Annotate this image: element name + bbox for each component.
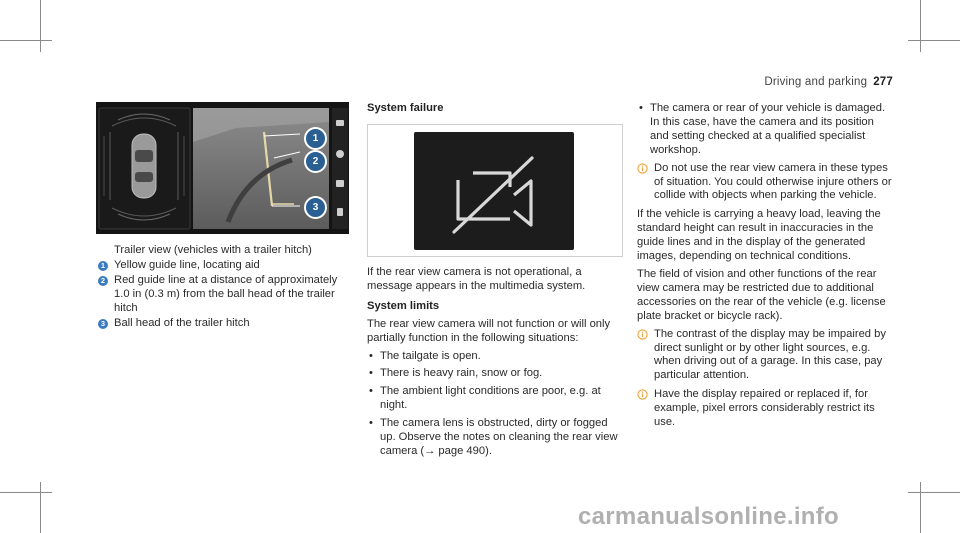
crop-mark	[40, 0, 41, 52]
list-item: • The camera or rear of your vehicle is damaged. In this case, have the camera and its position and setting checked at a qualified specialist workshop.	[639, 102, 886, 156]
legend-item-3	[98, 317, 354, 331]
note-2-text: The contrast of the display may be impaired by direct sunlight or by other light sources, e.g. when driving out of a garage. In this case, pay particular attention.	[654, 327, 886, 382]
crop-mark	[0, 492, 52, 493]
running-header	[764, 76, 893, 88]
camera-failure-image	[368, 125, 622, 256]
watermark: carmanualsonline.info	[578, 503, 840, 530]
crop-mark	[908, 40, 960, 41]
list-item: • The camera lens is obstructed, dirty or fogged up. Observe the notes on cleaning the rear view camera (→ page 490).	[369, 417, 618, 457]
crop-mark	[0, 40, 52, 41]
legend-item-2	[98, 274, 354, 316]
legend-text-2: Red guide line at a distance of approximately 1.0 in (0.3 m) from the ball head of the trailer hitch	[114, 273, 338, 314]
list-item-text: The ambient light conditions are poor, e.g. at night.	[380, 385, 601, 412]
number-badge-3: 3	[98, 319, 108, 329]
callout-2: 2	[304, 150, 327, 173]
camera-failure-figure	[367, 124, 623, 257]
page-number: 277	[873, 76, 893, 88]
crop-mark	[908, 492, 960, 493]
damage-list	[637, 102, 895, 158]
left-column	[98, 244, 354, 331]
number-badge-2: 2	[98, 276, 108, 286]
info-icon	[637, 329, 648, 340]
middle-column-text	[367, 266, 625, 463]
legend-text-3: Ball head of the trailer hitch	[114, 316, 250, 329]
note-3	[637, 388, 895, 430]
right-column	[637, 102, 895, 435]
crop-mark	[40, 482, 41, 533]
trailer-view-figure	[96, 102, 349, 234]
note-3-text: Have the display repaired or replaced if, for example, pixel errors considerably restrict its use.	[654, 388, 875, 429]
list-item-text: The tailgate is open.	[380, 349, 481, 362]
list-item-text: The camera lens is obstructed, dirty or fogged up. Observe the notes on cleaning the rear view camera (→ page 490).	[380, 417, 618, 457]
legend-item-1	[98, 259, 354, 273]
legend-text-1: Yellow guide line, locating aid	[114, 258, 260, 271]
crop-mark	[920, 482, 921, 533]
system-failure-paragraph: If the rear view camera is not operational, a message appears in the multimedia system.	[367, 266, 586, 292]
figure-caption: Trailer view (vehicles with a trailer hitch)	[114, 244, 312, 256]
callout-1: 1	[304, 127, 327, 150]
info-icon	[637, 389, 648, 400]
list-item: • The ambient light conditions are poor, e.g. at night.	[369, 385, 601, 412]
list-item: • There is heavy rain, snow or fog.	[369, 367, 543, 380]
callout-3: 3	[304, 196, 327, 219]
info-icon	[637, 163, 648, 174]
middle-column	[367, 102, 623, 120]
crop-mark	[920, 0, 921, 52]
section-title: Driving and parking	[764, 76, 868, 88]
list-item-text: There is heavy rain, snow or fog.	[380, 367, 543, 380]
system-limits-list	[367, 350, 625, 459]
paragraph-field-of-vision: The field of vision and other functions of the rear view camera may be restricted due to additional accessories on the rear of the vehicle (e.g. license plate bracket or bicycle rack).	[637, 267, 886, 322]
system-failure-heading: System failure	[367, 102, 444, 114]
list-item: • The tailgate is open.	[369, 349, 481, 362]
paragraph-heavy-load: If the vehicle is carrying a heavy load, leaving the standard height can result in inaccuracies in the guide lines and in the display of the generated images, depending on technical conditions.	[637, 208, 881, 263]
system-limits-heading: System limits	[367, 299, 440, 312]
number-badge-1: 1	[98, 261, 108, 271]
list-item-text: The camera or rear of your vehicle is damaged. In this case, have the camera and its position and setting checked at a qualified specialist workshop.	[650, 102, 886, 156]
system-limits-intro: The rear view camera will not function or will only partially function in the following situations:	[367, 317, 611, 344]
note-1	[637, 162, 895, 204]
note-1-text: Do not use the rear view camera in these types of situation. You could otherwise injure others or collide with objects when parking the vehicle.	[654, 161, 892, 202]
note-2	[637, 328, 895, 384]
